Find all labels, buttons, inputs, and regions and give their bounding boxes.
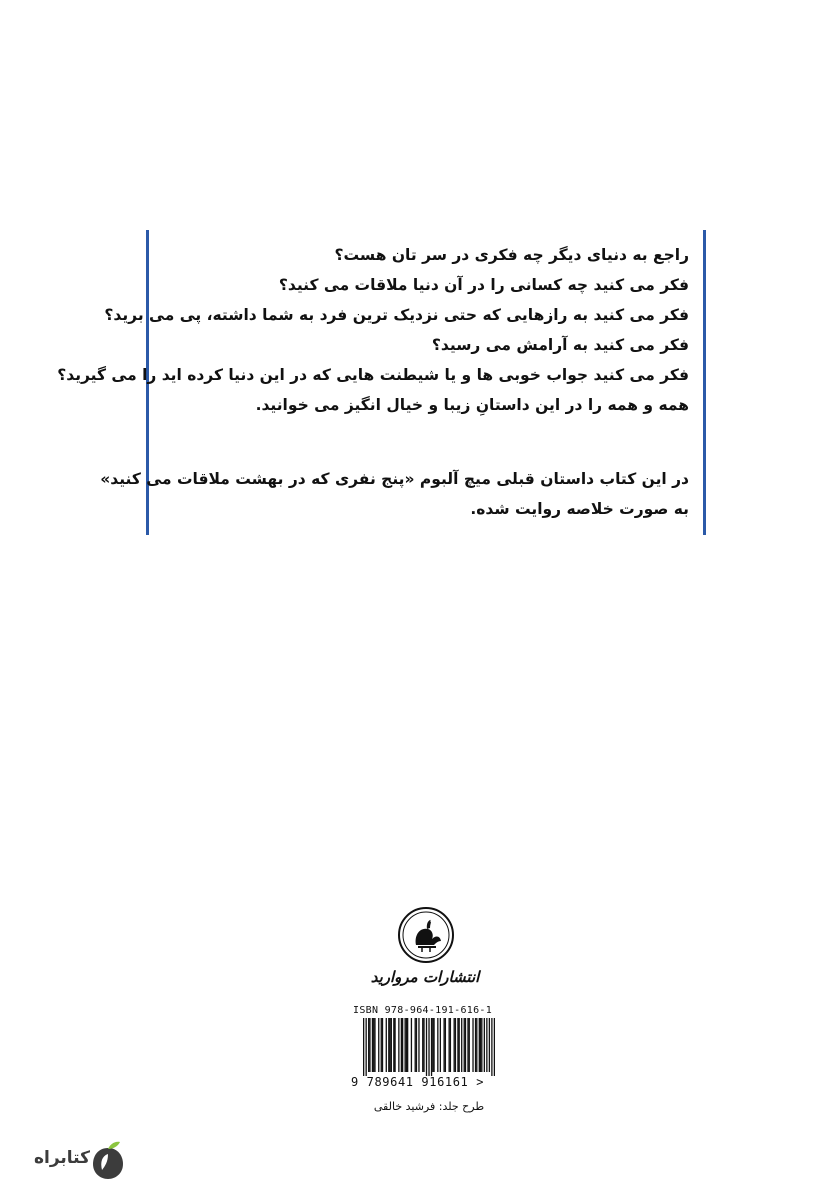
barcode-bar [415, 1018, 416, 1072]
blurb-line: فکر می کنید چه کسانی را در آن دنیا ملاقات می کنید؟ [278, 276, 689, 294]
barcode-bar [382, 1018, 383, 1072]
barcode-bar [411, 1018, 412, 1072]
barcode-bar [391, 1018, 392, 1072]
barcode-bar [398, 1018, 399, 1072]
barcode-bar [369, 1018, 370, 1072]
publisher-name: انتشارات مروارید [370, 968, 480, 986]
barcode-bar [480, 1018, 481, 1072]
barcode-bar [476, 1018, 477, 1072]
barcode-bar [486, 1018, 487, 1072]
watermark [28, 1138, 128, 1182]
barcode-bar [401, 1018, 402, 1072]
barcode-bar [432, 1018, 433, 1072]
barcode-bar [479, 1018, 480, 1072]
blurb-line: فکر می کنید به آرامش می رسید؟ [431, 336, 689, 354]
barcode-bar [418, 1018, 419, 1072]
barcode-bar [464, 1018, 465, 1072]
leaf-icon [90, 1140, 126, 1180]
barcode-bar [459, 1018, 460, 1072]
barcode-bar [494, 1018, 495, 1076]
barcode-bar [461, 1018, 462, 1072]
blurb-note-line: به صورت خلاصه روایت شده. [470, 500, 689, 518]
barcode-bar [465, 1018, 466, 1072]
barcode-bar [472, 1018, 473, 1072]
back-cover-blurb [57, 230, 706, 535]
barcode-bar [386, 1018, 387, 1072]
blurb-line: فکر می کنید جواب خوبی ها و یا شیطنت هایی که در این دنیا کرده اید را می گیرید؟ [57, 366, 689, 384]
barcode-bar [372, 1018, 373, 1072]
barcode-bar [443, 1018, 444, 1072]
barcode-bar [404, 1018, 405, 1072]
barcode-bar [475, 1018, 476, 1072]
barcode [363, 1018, 495, 1076]
barcode-bar [489, 1018, 490, 1072]
barcode-bar [388, 1018, 389, 1072]
barcode-bar [448, 1018, 449, 1072]
barcode-bar [491, 1018, 492, 1076]
barcode-bar [363, 1018, 364, 1076]
barcode-bar [469, 1018, 470, 1072]
barcode-bar [433, 1018, 434, 1072]
blurb-note-line: در این کتاب داستان قبلی میچ آلبوم «پنج نفری که در بهشت ملاقات می کنید» [100, 470, 689, 488]
barcode-bar [437, 1018, 438, 1072]
barcode-bar [450, 1018, 451, 1072]
barcode-bar [406, 1018, 407, 1072]
watermark-text: کتابراه [33, 1148, 90, 1168]
barcode-bar [431, 1018, 432, 1076]
barcode-bar [394, 1018, 395, 1072]
barcode-bar [454, 1018, 455, 1072]
paragraph-gap [163, 420, 689, 464]
barcode-bar [440, 1018, 441, 1072]
barcode-bar [457, 1018, 458, 1072]
barcode-bar [378, 1018, 379, 1072]
barcode-bar [389, 1018, 390, 1072]
barcode-bar [426, 1018, 427, 1076]
barcode-bar [374, 1018, 375, 1072]
barcode-bar [366, 1018, 367, 1076]
barcode-bar [402, 1018, 403, 1072]
barcode-digits: 9 789641 916161 > [351, 1075, 485, 1089]
barcode-bar [484, 1018, 485, 1072]
barcode-bar [373, 1018, 374, 1072]
barcode-bar [481, 1018, 482, 1072]
barcode-bar [368, 1018, 369, 1072]
barcode-bar [423, 1018, 424, 1072]
barcode-bar [455, 1018, 456, 1072]
isbn-label: ISBN 978-964-191-616-1 [353, 1005, 493, 1016]
barcode-bar [428, 1018, 429, 1076]
cover-design-credit: طرح جلد: فرشید خالقی [373, 1100, 485, 1113]
barcode-bar [407, 1018, 408, 1072]
blurb-line: راجع به دنیای دیگر چه فکری در سر تان هست؟ [334, 246, 689, 264]
peacock-logo-icon [396, 905, 456, 967]
blurb-line: همه و همه را در این داستانِ زیبا و خیال انگیز می خوانید. [255, 396, 689, 414]
barcode-bar [393, 1018, 394, 1072]
barcode-bar [422, 1018, 423, 1072]
barcode-bar [445, 1018, 446, 1072]
barcode-bar [381, 1018, 382, 1072]
barcode-bar [467, 1018, 468, 1072]
blurb-line: فکر می کنید به رازهایی که حتی نزدیک ترین فرد به شما داشته، پی می برید؟ [104, 306, 689, 324]
barcode-bar [416, 1018, 417, 1072]
